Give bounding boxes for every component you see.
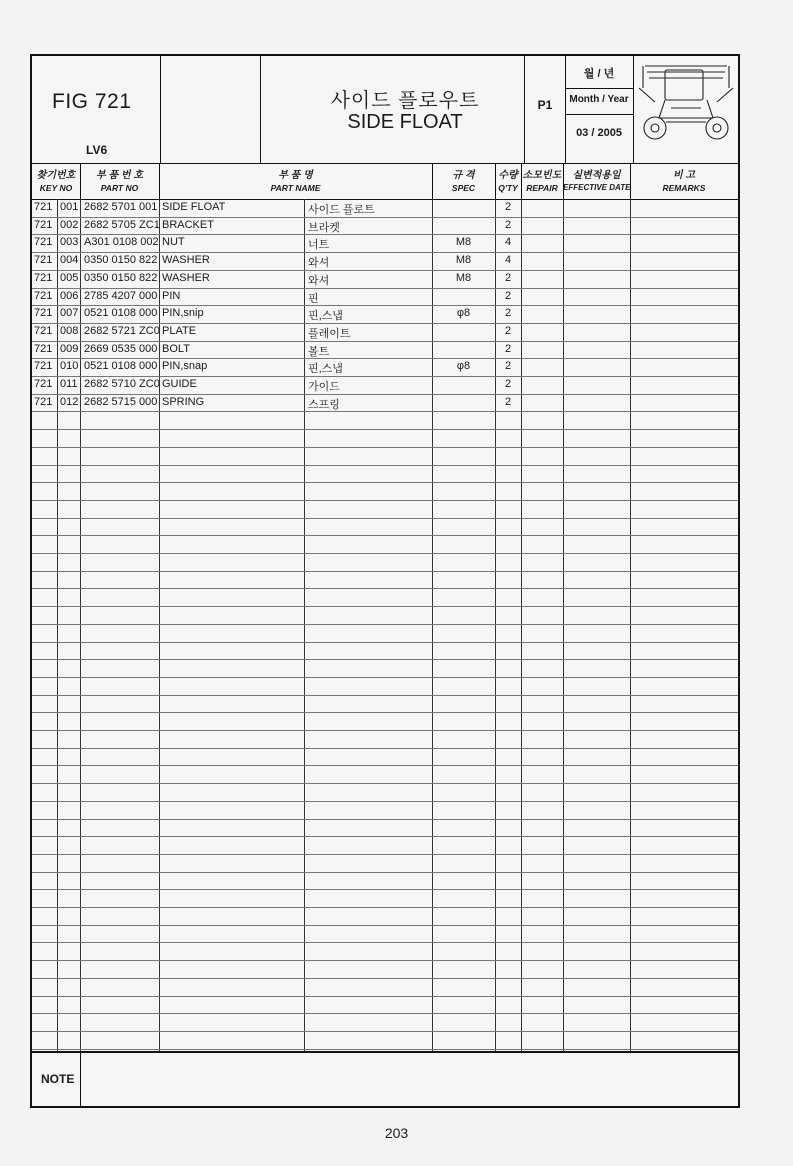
row-name-ko: 와셔 [308, 257, 330, 270]
rule-line [32, 447, 738, 448]
rule-line [32, 642, 738, 643]
table-row [32, 288, 738, 306]
row-fig: 721 [34, 218, 53, 231]
col-rem-ko: 비 고 [672, 170, 696, 181]
level-label: LV6 [86, 143, 108, 157]
rule-line [32, 553, 738, 554]
row-qty: 2 [504, 271, 512, 284]
row-key: 008 [60, 324, 79, 337]
row-name-ko: 사이드 플로트 [308, 204, 375, 216]
col-key-en: KEY NO [39, 183, 73, 193]
row-part-no: 0350 0150 822 [84, 254, 158, 267]
rule-line [32, 836, 738, 837]
col-spec-en: SPEC [451, 183, 476, 193]
col-spec-ko: 규 격 [452, 170, 475, 181]
table-row [32, 234, 738, 252]
table-row [32, 252, 738, 270]
table-row [32, 358, 738, 376]
table-row [32, 323, 738, 341]
row-spec: M8 [455, 236, 472, 249]
rule-line [32, 765, 738, 766]
rule-line [32, 358, 738, 359]
row-qty: 2 [504, 324, 512, 337]
rule-line [32, 518, 738, 519]
note-label: NOTE [41, 1072, 75, 1086]
row-key: 005 [60, 271, 79, 284]
row-part-no: 2682 5715 000 [84, 395, 158, 408]
row-name-ko: 브라켓 [308, 221, 340, 234]
table-row [32, 305, 738, 323]
row-name-en: BOLT [162, 342, 190, 355]
rule-line [32, 571, 738, 572]
col-rem-en: REMARKS [662, 183, 706, 193]
row-key: 012 [60, 395, 79, 408]
col-key-ko: 찾기번호 [36, 170, 76, 181]
row-name-ko: 핀,스냅 [308, 363, 343, 376]
row-fig: 721 [34, 395, 53, 408]
rule-line [32, 341, 738, 342]
row-fig: 721 [34, 324, 53, 337]
rule-line [32, 659, 738, 660]
row-name-ko: 가이드 [308, 381, 340, 393]
col-repair-en: REPAIR [526, 183, 558, 193]
table-row [32, 376, 738, 394]
rule-line [32, 942, 738, 943]
table-row [32, 341, 738, 359]
col-eff-ko: 실변적용일 [572, 170, 621, 181]
rule-line [32, 960, 738, 961]
rule-line [32, 234, 738, 235]
row-key: 002 [60, 218, 79, 231]
row-name-ko: 스프링 [308, 398, 340, 411]
row-key: 009 [60, 342, 79, 355]
row-part-no: A301 0108 002 [84, 236, 159, 249]
parts-sheet [30, 54, 740, 1108]
row-fig: 721 [34, 236, 53, 249]
row-name-en: PIN [162, 289, 181, 302]
col-name-ko: 부 품 명 [278, 170, 313, 181]
col-repair-ko: 소모빈도 [522, 170, 562, 181]
row-spec: M8 [455, 271, 472, 284]
col-part-ko: 부 품 번 호 [96, 170, 143, 181]
rule-line [32, 695, 738, 696]
rule-line [32, 783, 738, 784]
rule-line [32, 270, 738, 271]
row-qty: 2 [504, 360, 512, 373]
row-name-en: GUIDE [162, 378, 197, 390]
col-eff-en: EFFECTIVE DATE [563, 183, 631, 192]
row-key: 006 [60, 289, 79, 302]
row-name-ko: 너트 [308, 239, 330, 252]
row-fig: 721 [34, 342, 53, 355]
rule-line [32, 624, 738, 625]
row-name-ko: 와셔 [308, 274, 330, 287]
row-part-no: 2682 5701 001 [84, 201, 158, 213]
rule-line [32, 588, 738, 589]
tractor-illustration [635, 58, 737, 148]
rule-line [32, 712, 738, 713]
row-qty: 2 [504, 289, 512, 302]
rule-line [32, 907, 738, 908]
rule-line [32, 305, 738, 306]
rule-line [32, 925, 738, 926]
row-name-ko: 핀,스냅 [308, 310, 343, 323]
row-spec: φ8 [456, 307, 471, 320]
rule-line [32, 677, 738, 678]
title-english: SIDE FLOAT [347, 111, 463, 133]
row-fig: 721 [34, 360, 53, 373]
row-qty: 4 [504, 236, 512, 249]
rule-line [32, 482, 738, 483]
row-name-en: BRACKET [162, 218, 214, 231]
row-key: 001 [60, 201, 79, 213]
rule-line [32, 500, 738, 501]
row-fig: 721 [34, 307, 53, 320]
row-part-no: 0521 0108 000 [84, 307, 158, 320]
rule-line [32, 252, 738, 253]
row-name-ko: 핀 [308, 292, 319, 305]
row-part-no: 2669 0535 000 [84, 342, 158, 355]
rule-line [32, 535, 738, 536]
col-name-en: PART NAME [270, 183, 321, 193]
row-key: 004 [60, 254, 79, 267]
row-key: 007 [60, 307, 79, 320]
row-qty: 2 [504, 395, 512, 408]
rule-line [32, 465, 738, 466]
rule-line [32, 730, 738, 731]
rule-line [32, 996, 738, 997]
table-row [32, 217, 738, 235]
rule-line [32, 1031, 738, 1032]
rule-line [32, 323, 738, 324]
rule-line [32, 889, 738, 890]
row-key: 003 [60, 236, 79, 249]
note-section [32, 1051, 738, 1108]
col-qty-ko: 수량 [498, 170, 518, 181]
table-row [32, 199, 738, 217]
row-fig: 721 [34, 289, 53, 302]
rule-line [32, 854, 738, 855]
row-key: 011 [60, 378, 78, 390]
row-qty: 2 [504, 218, 512, 231]
parts-table [32, 199, 738, 1051]
row-part-no: 2785 4207 000 [84, 289, 158, 302]
row-spec: φ8 [456, 360, 471, 373]
sheet-page: P1 [537, 98, 553, 112]
row-qty: 2 [504, 342, 512, 355]
row-name-en: SPRING [162, 395, 205, 408]
rule-line [32, 1049, 738, 1050]
page-number: 203 [384, 1125, 409, 1141]
month-year-korean: 월 / 년 [583, 68, 615, 80]
rule-line [32, 606, 738, 607]
row-name-en: PIN,snap [162, 360, 208, 373]
column-header [32, 163, 738, 200]
row-qty: 2 [504, 201, 512, 213]
rule-line [32, 288, 738, 289]
rule-line [32, 978, 738, 979]
rule-line [32, 748, 738, 749]
row-part-no: 2682 5710 ZC0 [84, 378, 160, 390]
month-year-label: Month / Year [569, 94, 629, 105]
row-fig: 721 [34, 254, 53, 267]
row-key: 010 [60, 360, 79, 373]
row-spec: M8 [455, 254, 472, 267]
rule-line [32, 411, 738, 412]
row-name-en: NUT [162, 236, 185, 249]
row-name-ko: 볼트 [308, 345, 330, 358]
row-name-en: PLATE [162, 324, 197, 337]
rule-line [32, 1013, 738, 1014]
rule-line [32, 376, 738, 377]
row-name-en: SIDE FLOAT [162, 201, 226, 213]
row-fig: 721 [34, 201, 53, 213]
row-name-en: WASHER [162, 271, 210, 284]
row-fig: 721 [34, 378, 53, 390]
row-name-en: PIN,snip [162, 307, 204, 320]
figure-number: FIG 721 [52, 90, 132, 113]
row-part-no: 0521 0108 000 [84, 360, 158, 373]
sheet-header [32, 56, 738, 164]
row-qty: 4 [504, 254, 512, 267]
table-row [32, 394, 738, 412]
rule-line [32, 872, 738, 873]
title-korean: 사이드 플로우트 [330, 90, 480, 112]
row-qty: 2 [504, 378, 512, 390]
month-year-value: 03 / 2005 [576, 127, 622, 139]
col-qty-en: Q'TY [498, 183, 518, 193]
row-part-no: 2682 5721 ZC0 [84, 324, 160, 337]
row-qty: 2 [504, 307, 512, 320]
row-part-no: 2682 5705 ZC1 [84, 218, 160, 231]
col-part-en: PART NO [100, 183, 139, 193]
row-name-ko: 플레이트 [308, 327, 351, 340]
table-row [32, 270, 738, 288]
rule-line [32, 217, 738, 218]
row-fig: 721 [34, 271, 53, 284]
row-part-no: 0350 0150 822 [84, 271, 158, 284]
rule-line [32, 394, 738, 395]
row-name-en: WASHER [162, 254, 210, 267]
rule-line [32, 801, 738, 802]
rule-line [32, 819, 738, 820]
rule-line [32, 429, 738, 430]
